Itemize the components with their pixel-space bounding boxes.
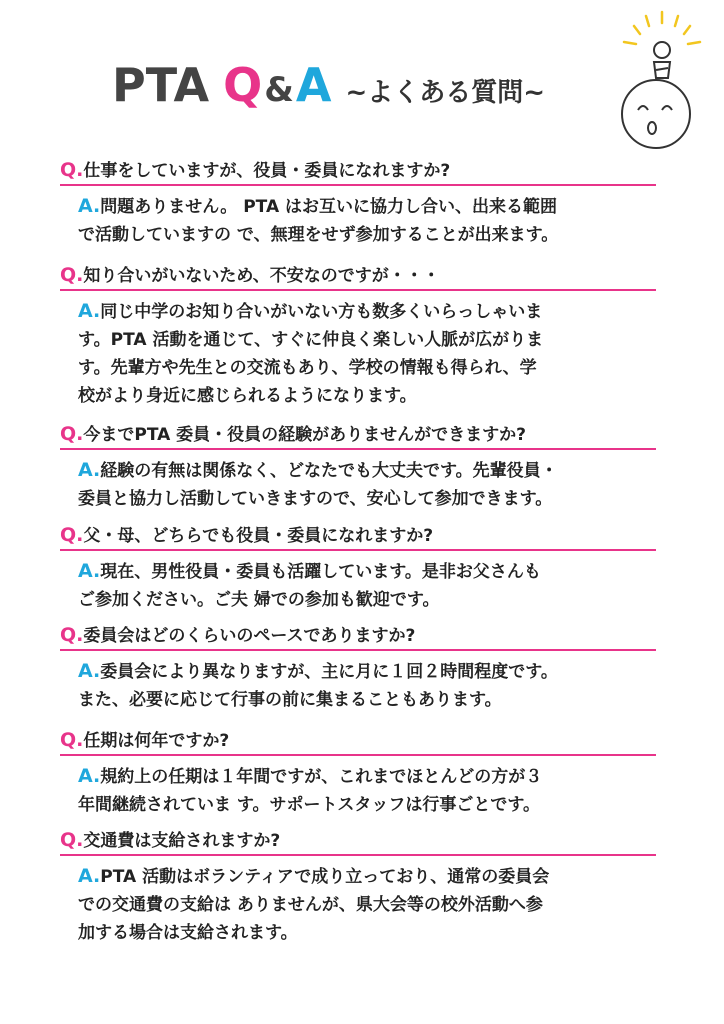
answer-text: また、必要に応じて行事の前に集まることもあります。 bbox=[78, 690, 502, 710]
question bbox=[60, 523, 660, 547]
answer-text: 問題ありません。 PTA はお互いに協力し合い、出来る範囲 bbox=[100, 197, 558, 217]
answer-line bbox=[78, 862, 650, 891]
answer-line bbox=[78, 657, 650, 686]
title-a: A bbox=[295, 58, 332, 112]
question bbox=[60, 623, 660, 647]
question-divider bbox=[60, 289, 656, 291]
answer-text: 校がより身近に感じられるようになります。 bbox=[78, 386, 417, 406]
qa-item bbox=[60, 263, 660, 410]
question bbox=[60, 158, 660, 182]
answer bbox=[78, 762, 650, 819]
question-label: Q. bbox=[60, 729, 84, 751]
answer-text: す。PTA 活動を通じて、すぐに仲良く楽しい人脈が広がりま bbox=[78, 330, 544, 350]
answer-text: で活動していますの で、無理をせず参加することが出来ます。 bbox=[78, 225, 559, 245]
question-text: 知り合いがいないため、不安なのですが・・・ bbox=[83, 266, 440, 286]
question bbox=[60, 828, 660, 852]
answer-line bbox=[78, 297, 650, 326]
answer-text: 年間継続されていま す。サポートスタッフは行事ごとです。 bbox=[78, 795, 541, 815]
answer bbox=[78, 862, 650, 947]
answer-label: A. bbox=[78, 195, 101, 217]
answer-text: 現在、男性役員・委員も活躍しています。是非お父さんも bbox=[100, 562, 541, 582]
question-label: Q. bbox=[60, 423, 84, 445]
answer-label: A. bbox=[78, 560, 101, 582]
answer-text: PTA 活動はボランティアで成り立っており、通常の委員会 bbox=[100, 867, 550, 887]
answer-line bbox=[78, 919, 650, 947]
question-divider bbox=[60, 184, 656, 186]
answer bbox=[78, 657, 650, 714]
answer-text: ご参加ください。ご夫 婦での参加も歓迎です。 bbox=[78, 590, 440, 610]
answer-text: での交通費の支給は ありませんが、県大会等の校外活動へ参 bbox=[78, 895, 543, 915]
question-label: Q. bbox=[60, 159, 84, 181]
answer-text: 同じ中学のお知り合いがいない方も数多くいらっしゃいま bbox=[100, 302, 543, 322]
question-text: 任期は何年ですか? bbox=[83, 731, 230, 751]
question-label: Q. bbox=[60, 829, 84, 851]
qa-item bbox=[60, 623, 660, 714]
answer-line bbox=[78, 791, 650, 819]
question-label: Q. bbox=[60, 524, 84, 546]
answer bbox=[78, 192, 650, 249]
question bbox=[60, 422, 660, 446]
answer-text: 規約上の任期は１年間ですが、これまでほとんどの方が３ bbox=[100, 767, 543, 787]
answer bbox=[78, 557, 650, 614]
question-text: 今までPTA 委員・役員の経験がありませんができますか? bbox=[83, 425, 527, 445]
answer-label: A. bbox=[78, 300, 101, 322]
question-divider bbox=[60, 754, 656, 756]
answer-line bbox=[78, 557, 650, 586]
question-text: 交通費は支給されますか? bbox=[83, 831, 281, 851]
answer-label: A. bbox=[78, 765, 101, 787]
question-text: 仕事をしていますが、役員・委員になれますか? bbox=[83, 161, 451, 181]
answer-line bbox=[78, 586, 650, 614]
answer-line bbox=[78, 326, 650, 354]
answer-text: 委員と協力し活動していきますので、安心して参加できます。 bbox=[78, 489, 553, 509]
qa-item bbox=[60, 728, 660, 819]
title-pta: PTA bbox=[112, 58, 210, 112]
question bbox=[60, 728, 660, 752]
answer-label: A. bbox=[78, 459, 101, 481]
answer-line bbox=[78, 485, 650, 513]
qa-item bbox=[60, 523, 660, 614]
qa-item bbox=[60, 828, 660, 947]
answer-line bbox=[78, 221, 650, 249]
title-q: Q bbox=[223, 58, 263, 112]
question-label: Q. bbox=[60, 624, 84, 646]
answer-label: A. bbox=[78, 865, 101, 887]
question-text: 委員会はどのくらいのペースでありますか? bbox=[83, 626, 416, 646]
answer-text: 委員会により異なりますが、主に月に１回２時間程度です。 bbox=[100, 662, 558, 682]
answer-text: 加する場合は支給されます。 bbox=[78, 923, 298, 943]
answer-text: 経験の有無は関係なく、どなたでも大丈夫です。先輩役員・ bbox=[100, 461, 558, 481]
qa-item bbox=[60, 422, 660, 513]
answer-line bbox=[78, 686, 650, 714]
answer-label: A. bbox=[78, 660, 101, 682]
answer-line bbox=[78, 762, 650, 791]
answer-line bbox=[78, 382, 650, 410]
question-divider bbox=[60, 854, 656, 856]
answer-line bbox=[78, 354, 650, 382]
answer-line bbox=[78, 891, 650, 919]
title-amp: & bbox=[264, 70, 294, 110]
answer-line bbox=[78, 456, 650, 485]
question-divider bbox=[60, 448, 656, 450]
page-title bbox=[112, 58, 545, 118]
answer bbox=[78, 456, 650, 513]
answer bbox=[78, 297, 650, 410]
question-text: 父・母、どちらでも役員・委員になれますか? bbox=[83, 526, 434, 546]
answer-text: す。先輩方や先生との交流もあり、学校の情報も得られ、学 bbox=[78, 358, 537, 378]
question-label: Q. bbox=[60, 264, 84, 286]
question-divider bbox=[60, 549, 656, 551]
title-subtitle: ~よくある質問~ bbox=[345, 78, 546, 108]
qa-item bbox=[60, 158, 660, 249]
answer-line bbox=[78, 192, 650, 221]
smiling-face-with-lightbulb-icon bbox=[606, 6, 706, 154]
question bbox=[60, 263, 660, 287]
question-divider bbox=[60, 649, 656, 651]
